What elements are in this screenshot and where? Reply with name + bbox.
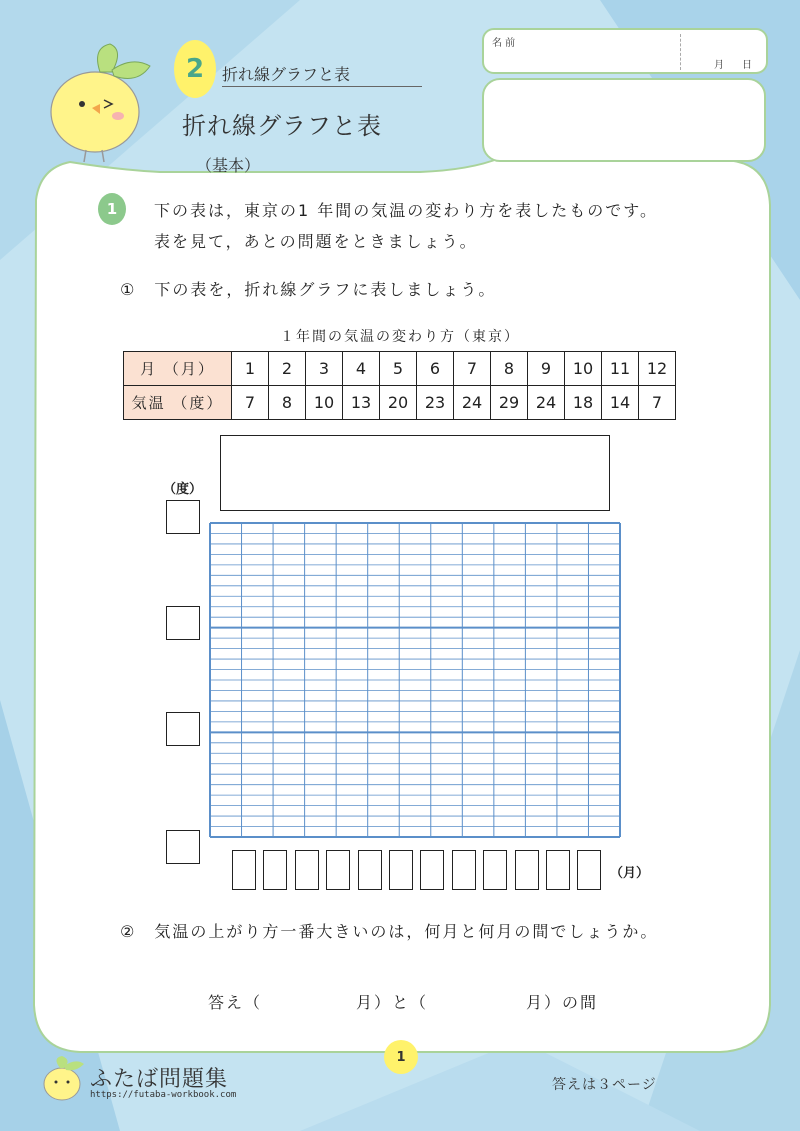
- temperature-row-header: 気温 （度）: [124, 386, 232, 420]
- month-cell: 3: [306, 352, 343, 386]
- x-axis-answer-box[interactable]: [232, 850, 256, 890]
- title-underline: [222, 86, 422, 87]
- month-cell: 11: [602, 352, 639, 386]
- answer-suffix: 月）の間: [526, 993, 599, 1012]
- x-axis-unit-label: （月）: [610, 866, 650, 881]
- x-axis-answer-box[interactable]: [483, 850, 507, 890]
- temperature-cell: 8: [269, 386, 306, 420]
- question-number-badge: 1: [98, 193, 126, 225]
- step1-instruction: ① 下の表を，折れ線グラフに表しましょう。: [120, 280, 497, 299]
- answer-prefix: 答え（: [208, 993, 263, 1012]
- unit-number-badge: 2: [174, 40, 216, 98]
- temperature-cell: 24: [454, 386, 491, 420]
- date-month-label: 月: [714, 60, 724, 71]
- month-cell: 2: [269, 352, 306, 386]
- name-date-divider: [680, 34, 681, 70]
- x-axis-answer-box[interactable]: [263, 850, 287, 890]
- y-axis-unit-label: （度）: [163, 482, 203, 497]
- month-cell: 1: [232, 352, 269, 386]
- name-label: 名 前: [492, 38, 516, 49]
- temperature-cell: 7: [639, 386, 676, 420]
- temperature-cell: 7: [232, 386, 269, 420]
- x-axis-answer-box[interactable]: [577, 850, 601, 890]
- x-axis-answer-box[interactable]: [515, 850, 539, 890]
- x-axis-answer-box[interactable]: [546, 850, 570, 890]
- month-cell: 6: [417, 352, 454, 386]
- month-cell: 12: [639, 352, 676, 386]
- temperature-cell: 18: [565, 386, 602, 420]
- month-cell: 4: [343, 352, 380, 386]
- graph-grid[interactable]: [209, 522, 621, 838]
- score-box[interactable]: [482, 78, 766, 162]
- x-axis-answer-box[interactable]: [295, 850, 319, 890]
- table-title: １年間の気温の変わり方（東京）: [280, 329, 520, 345]
- month-row-header: 月 （月）: [124, 352, 232, 386]
- page-title: 折れ線グラフと表: [182, 112, 382, 140]
- page-number: 1: [384, 1040, 418, 1074]
- y-axis-answer-box[interactable]: [166, 830, 200, 864]
- month-cell: 5: [380, 352, 417, 386]
- temperature-cell: 24: [528, 386, 565, 420]
- x-axis-answer-box[interactable]: [326, 850, 350, 890]
- x-axis-answer-box[interactable]: [420, 850, 444, 890]
- temperature-row: [124, 386, 676, 420]
- month-row: [124, 352, 676, 386]
- question-text-line2: 表を見て，あとの問題をときましょう。: [154, 232, 478, 251]
- date-day-label: 日: [742, 60, 752, 71]
- y-axis-answer-box[interactable]: [166, 606, 200, 640]
- temperature-cell: 13: [343, 386, 380, 420]
- temperature-cell: 29: [491, 386, 528, 420]
- name-field-box[interactable]: [482, 28, 768, 74]
- month-cell: 7: [454, 352, 491, 386]
- month-cell: 10: [565, 352, 602, 386]
- temperature-cell: 23: [417, 386, 454, 420]
- y-axis-answer-box[interactable]: [166, 500, 200, 534]
- page-subtitle: （基本）: [196, 156, 261, 175]
- y-axis-answer-box[interactable]: [166, 712, 200, 746]
- temperature-cell: 20: [380, 386, 417, 420]
- temperature-cell: 10: [306, 386, 343, 420]
- x-axis-answer-box[interactable]: [452, 850, 476, 890]
- temperature-table: [123, 351, 676, 420]
- temperature-cell: 14: [602, 386, 639, 420]
- brand-url[interactable]: https://futaba-workbook.com: [90, 1090, 237, 1100]
- brand-logo-text: ふたば問題集: [90, 1067, 229, 1092]
- question-text-line1: 下の表は，東京の1 年間の気温の変わり方を表したものです。: [154, 201, 658, 220]
- x-axis-answer-box[interactable]: [358, 850, 382, 890]
- answer-page-note: 答えは３ページ: [552, 1077, 657, 1093]
- step2-instruction: ② 気温の上がり方一番大きいのは，何月と何月の間でしょうか。: [120, 922, 659, 941]
- x-axis-answer-box[interactable]: [389, 850, 413, 890]
- month-cell: 9: [528, 352, 565, 386]
- answer-middle: 月）と（: [356, 993, 429, 1012]
- month-cell: 8: [491, 352, 528, 386]
- graph-title-input-box[interactable]: [220, 435, 610, 511]
- unit-label: 折れ線グラフと表: [222, 65, 351, 84]
